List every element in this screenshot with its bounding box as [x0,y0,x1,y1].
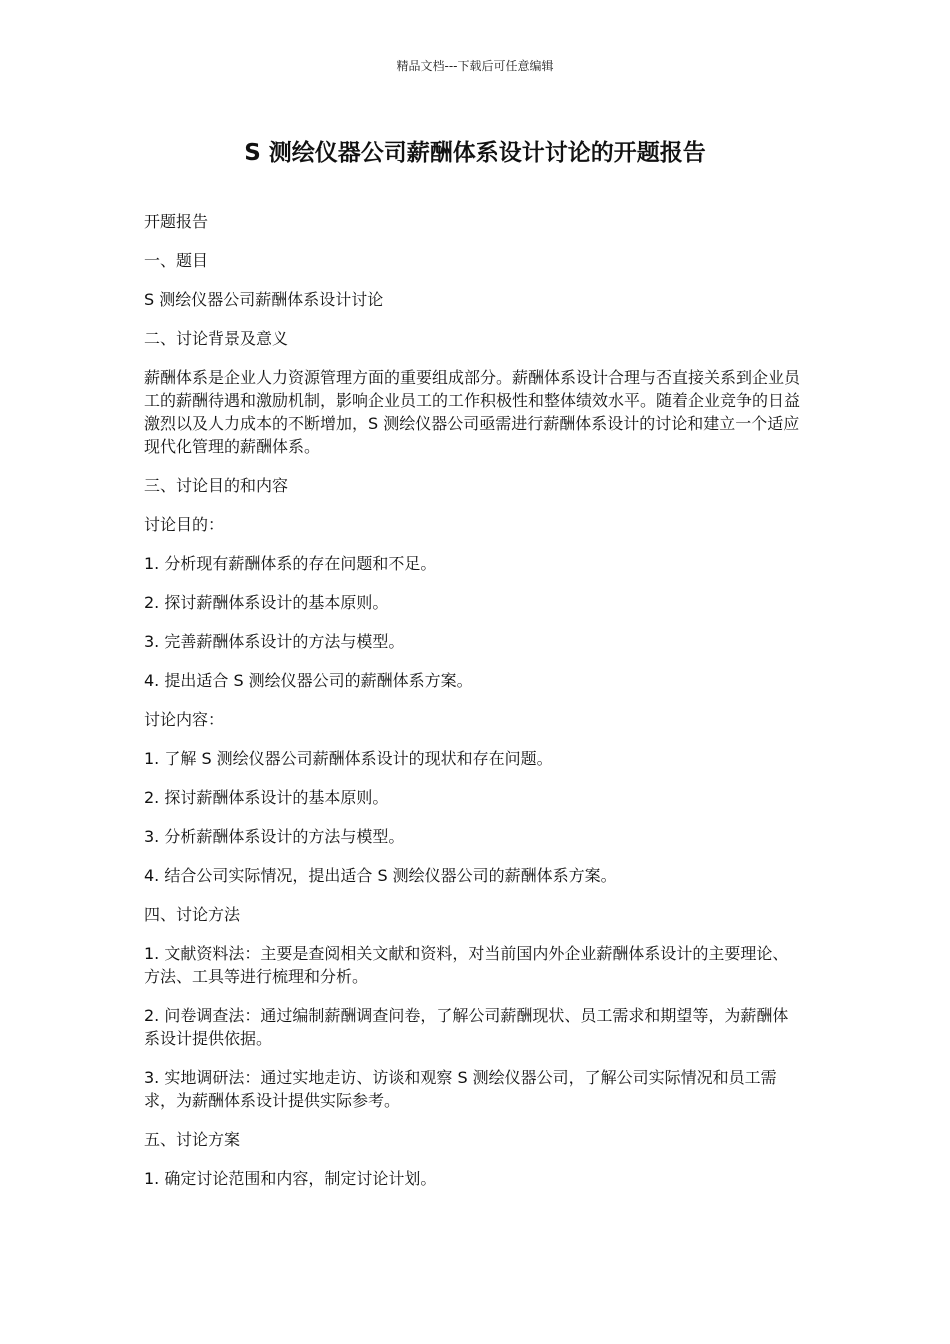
method-item: 2. 问卷调查法：通过编制薪酬调查问卷，了解公司薪酬现状、员工需求和期望等，为薪酬体系设计提供依据。 [144,1006,789,1048]
purpose-item: 4. 提出适合 S 测绘仪器公司的薪酬体系方案。 [144,671,473,690]
content-item: 4. 结合公司实际情况，提出适合 S 测绘仪器公司的薪酬体系方案。 [144,866,617,885]
heading-topic: 一、题目 [144,251,209,270]
background-paragraph: 薪酬体系是企业人力资源管理方面的重要组成部分。薪酬体系设计合理与否直接关系到企业员工的薪酬待遇和激励机制，影响企业员工的工作积极性和整体绩效水平。随着企业竞争的日益激烈以及人力成本的不断增加，S 测绘仪器公司亟需进行薪酬体系设计的讨论和建立一个适应现代化管理的薪酬体系。 [144,368,801,456]
content-item: 3. 分析薪酬体系设计的方法与模型。 [144,827,405,846]
purpose-item: 3. 完善薪酬体系设计的方法与模型。 [144,632,405,651]
document-body [144,210,804,1206]
document-title: S 测绘仪器公司薪酬体系设计讨论的开题报告 [244,140,706,166]
header-note: 精品文档---下载后可任意编辑 [396,59,554,73]
content-label: 讨论内容： [144,710,225,729]
purpose-item: 2. 探讨薪酬体系设计的基本原则。 [144,593,389,612]
heading-purpose-content: 三、讨论目的和内容 [144,476,289,495]
topic-text: S 测绘仪器公司薪酬体系设计讨论 [144,290,384,309]
heading-methods: 四、讨论方法 [144,905,241,924]
content-item: 1. 了解 S 测绘仪器公司薪酬体系设计的现状和存在问题。 [144,749,553,768]
heading-background: 二、讨论背景及意义 [144,329,289,348]
plan-item: 1. 确定讨论范围和内容，制定讨论计划。 [144,1169,437,1188]
purpose-item: 1. 分析现有薪酬体系的存在问题和不足。 [144,554,437,573]
heading-plan: 五、讨论方案 [144,1130,241,1149]
method-item: 3. 实地调研法：通过实地走访、访谈和观察 S 测绘仪器公司，了解公司实际情况和员工需求，为薪酬体系设计提供实际参考。 [144,1068,777,1110]
content-item: 2. 探讨薪酬体系设计的基本原则。 [144,788,389,807]
section-label: 开题报告 [144,212,209,231]
method-item: 1. 文献资料法：主要是查阅相关文献和资料，对当前国内外企业薪酬体系设计的主要理论、方法、工具等进行梳理和分析。 [144,944,789,986]
purpose-label: 讨论目的： [144,515,225,534]
